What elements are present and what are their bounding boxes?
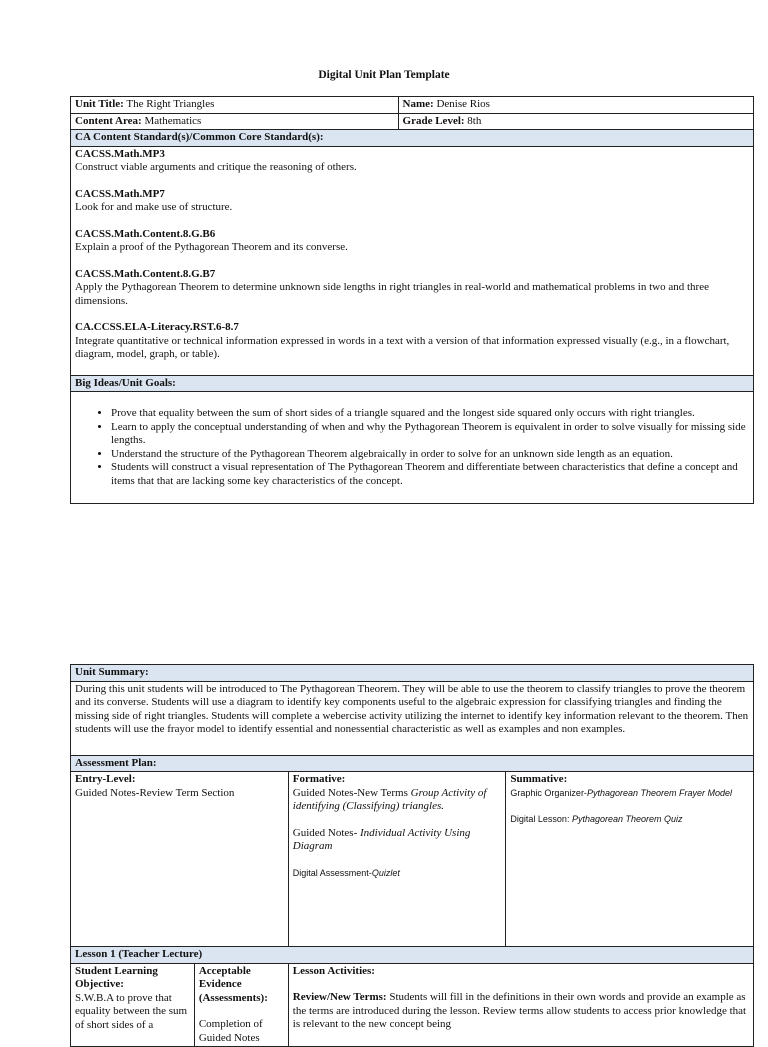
summative-label: Summative: <box>510 773 568 785</box>
unit-summary-heading: Unit Summary: <box>71 665 754 682</box>
formative-item-plain: Guided Notes- <box>292 826 358 839</box>
formative-item-plain: Guided Notes-New Terms <box>292 786 408 799</box>
list-item: • Prove that equality between the sum of short sides of a triangle squared and the longest side squared only occurs with right triangles. <box>111 407 749 421</box>
list-item: • Learn to apply the conceptual understanding of when and why the Pythagorean Theorem is equivalent in order to solve visually for missing side lengths. <box>111 421 749 448</box>
standard-text: Integrate quantitative or technical information expressed in words in a text with a version of that information expressed visually (e.g., in a flowchart, diagram, model, graph, or table). <box>75 334 730 360</box>
entry-level-cell <box>71 772 289 947</box>
entry-level-text: Guided Notes-Review Term Section <box>75 786 235 799</box>
review-label: Review/New Terms: <box>292 991 387 1003</box>
content-area-cell <box>71 113 399 130</box>
standard-text: Explain a proof of the Pythagorean Theorem and its converse. <box>75 241 348 253</box>
big-ideas-cell <box>71 392 754 504</box>
formative-cell <box>288 772 506 947</box>
summative-cell <box>506 772 754 947</box>
grade-level-cell <box>398 113 753 130</box>
standard-text: Look for and make use of structure. <box>75 201 233 213</box>
name-label: Name: <box>402 98 434 110</box>
evidence-cell <box>194 963 288 1047</box>
document-title: Digital Unit Plan Template <box>318 69 450 81</box>
content-area-label: Content Area: <box>75 114 142 127</box>
standards-list <box>71 146 754 375</box>
content-area-row <box>71 113 754 130</box>
formative-label: Formative: <box>292 773 346 785</box>
summative-item-plain: Digital Lesson: <box>510 814 570 824</box>
list-item: • Students will construct a visual representation of The Pythagorean Theorem and differentiate between characteristics that define a concept and items that that are lacking some key characteristics of the concept. <box>111 461 749 488</box>
formative-item-plain: Digital Assessment- <box>292 867 372 878</box>
objective-cell <box>71 963 195 1047</box>
evidence-label: Acceptable Evidence (Assessments): <box>198 964 268 1004</box>
unit-title-row <box>71 97 754 114</box>
activities-label: Lesson Activities: <box>292 964 375 977</box>
standard-item <box>75 148 749 175</box>
review-paragraph <box>293 991 749 1032</box>
standard-code: CACSS.Math.MP7 <box>75 187 165 200</box>
formative-item-italic: Individual Activity Using Diagram <box>292 826 471 852</box>
grade-level-value: 8th <box>467 114 482 127</box>
formative-item-italic: Group Activity of identifying (Classifying) triangles. <box>292 786 487 812</box>
lesson1-heading: Lesson 1 (Teacher Lecture) <box>71 947 754 964</box>
formative-item <box>293 867 502 881</box>
objective-label: Student Learning Objective: <box>75 964 158 990</box>
unit-title-label: Unit Title: <box>75 98 124 110</box>
evidence-text: Completion of Guided Notes <box>198 1018 263 1044</box>
big-ideas-heading: Big Ideas/Unit Goals: <box>71 375 754 392</box>
standard-code: CACSS.Math.MP3 <box>75 147 165 160</box>
standard-item <box>75 228 749 255</box>
standard-item <box>75 321 749 362</box>
assessment-heading: Assessment Plan: <box>71 755 754 772</box>
standard-code: CACSS.Math.Content.8.G.B6 <box>75 227 216 240</box>
summative-item <box>510 787 749 801</box>
formative-item <box>293 787 502 814</box>
standard-text: Construct viable arguments and critique the reasoning of others. <box>75 161 357 173</box>
list-item: • Understand the structure of the Pythagorean Theorem algebraically in order to solve for an unknown side length as an equation. <box>111 448 749 462</box>
standard-item <box>75 268 749 309</box>
unit-summary-text: During this unit students will be introduced to The Pythagorean Theorem. They will be able to use the theorem to classify triangles to prove the theorem and its converse. Students will use a diagram to identify key components useful to the algebraic expression for classifying triangles and finding the missing side of right triangles. Students will complete a webercise activity utilizing the internet to identify key information relevant to the theorem. Then students will use the frayor model to identify essential and nonessential characteristic as well as examples and non examples. <box>71 681 754 755</box>
activities-cell <box>288 963 753 1047</box>
standard-text: Apply the Pythagorean Theorem to determine unknown side lengths in right triangles in real-world and mathematical problems in two and three dimensions. <box>75 281 709 307</box>
entry-level-label: Entry-Level: <box>75 773 136 785</box>
name-cell <box>398 97 753 114</box>
big-ideas-list <box>75 407 749 488</box>
name-value: Denise Rios <box>436 98 490 110</box>
summative-item-italic: Pythagorean Theorem Quiz <box>571 814 683 824</box>
grade-level-label: Grade Level: <box>402 114 465 127</box>
summative-item-italic: Pythagorean Theorem Frayer Model <box>586 787 733 798</box>
standard-code: CACSS.Math.Content.8.G.B7 <box>75 267 216 280</box>
review-text: Students will fill in the definitions in their own words and provide an example as the terms are introduced during the lesson. Review terms allow students to access prior knowledge that is relevant to the new concept being <box>292 991 747 1030</box>
unit-plan-table <box>70 96 754 504</box>
unit-summary-table <box>70 664 754 1047</box>
summative-item <box>510 813 749 827</box>
objective-text: S.W.B.A to prove that equality between the sum of short sides of a <box>75 991 188 1031</box>
formative-item-italic: Quizlet <box>371 867 400 878</box>
content-area-value: Mathematics <box>144 114 202 127</box>
standard-item <box>75 188 749 215</box>
summative-item-plain: Graphic Organizer- <box>510 787 587 798</box>
standards-heading: CA Content Standard(s)/Common Core Standard(s): <box>71 130 754 147</box>
formative-item <box>293 827 502 854</box>
unit-title-cell <box>71 97 399 114</box>
standard-code: CA.CCSS.ELA-Literacy.RST.6-8.7 <box>75 321 239 333</box>
unit-title-value: The Right Triangles <box>126 98 215 110</box>
